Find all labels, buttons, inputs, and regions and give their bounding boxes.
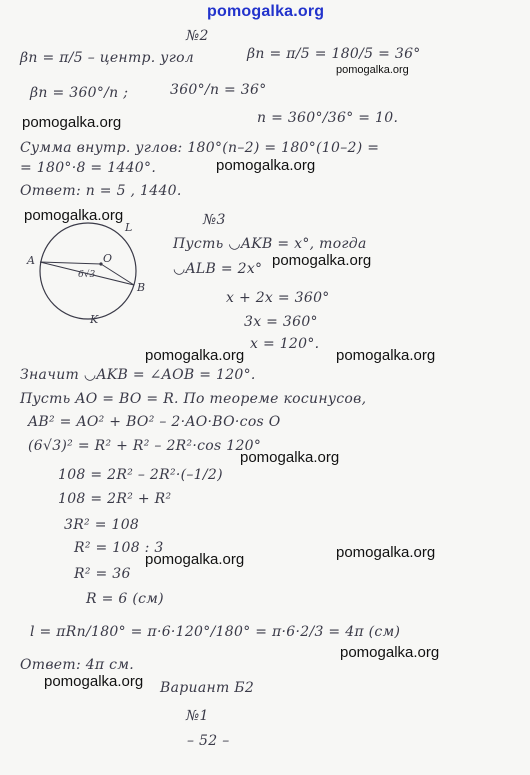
task2-line3: n = 360°/36° = 10.: [257, 110, 399, 126]
task3-line5: x = 120°.: [250, 336, 320, 352]
watermark: pomogalka.org: [22, 114, 122, 131]
watermark-top[interactable]: pomogalka.org: [207, 3, 325, 20]
solution-line3: AB² = AO² + BO² – 2·AO·BO·cos O: [28, 414, 281, 430]
task3-number: №3: [203, 212, 226, 228]
task2-answer: Ответ: n = 5 , 1440.: [20, 183, 182, 199]
solution-line5: 108 = 2R² – 2R²·(–1/2): [58, 467, 223, 483]
label-chord: 6√3: [78, 270, 96, 280]
solution-line4: (6√3)² = R² + R² – 2R²·cos 120°: [28, 438, 262, 454]
task2-line4: Сумма внутр. углов: 180°(n–2) = 180°(10–2) =: [20, 140, 380, 156]
label-l: L: [125, 221, 133, 234]
label-b: B: [137, 281, 146, 294]
task2-line5: = 180°·8 = 1440°.: [20, 160, 157, 176]
watermark: pomogalka.org: [24, 207, 124, 224]
watermark: pomogalka.org: [336, 544, 436, 561]
label-a: A: [27, 254, 35, 267]
solution-line11: l = πRn/180° = π·6·120°/180° = π·6·2/3 = 4π (см): [30, 624, 401, 640]
watermark: pomogalka.org: [336, 64, 409, 76]
task2-number: №2: [186, 28, 209, 44]
solution-line8: R² = 108 : 3: [74, 540, 164, 556]
watermark: pomogalka.org: [145, 551, 245, 568]
label-o: O: [103, 252, 113, 265]
solution-line9: R² = 36: [74, 566, 131, 582]
label-k: K: [90, 313, 99, 326]
solution-line10: R = 6 (см): [86, 591, 164, 607]
task2-line2b: 360°/n = 36°: [170, 82, 267, 98]
watermark: pomogalka.org: [145, 347, 245, 364]
watermark: pomogalka.org: [44, 673, 144, 690]
page-number: – 52 –: [187, 733, 230, 749]
solution-line6: 108 = 2R² + R²: [58, 491, 172, 507]
variant-number: №1: [186, 708, 209, 724]
solution-line2: Пусть AO = BO = R. По теореме косинусов,: [20, 391, 367, 407]
task3-line4: 3x = 360°: [244, 314, 318, 330]
radius-bo: [101, 264, 134, 285]
solution-line7: 3R² = 108: [64, 517, 140, 533]
task2-line1b: βn = π/5 = 180/5 = 36°: [247, 46, 421, 62]
watermark: pomogalka.org: [240, 449, 340, 466]
watermark: pomogalka.org: [216, 157, 316, 174]
solution-line1: Значит ◡AKB = ∠AOB = 120°.: [20, 367, 256, 383]
watermark: pomogalka.org: [340, 644, 440, 661]
task3-line3: x + 2x = 360°: [226, 290, 330, 306]
task3-line2: ◡ALB = 2x°: [173, 261, 263, 277]
task3-line1: Пусть ◡AKB = x°, тогда: [173, 236, 367, 252]
solution-answer: Ответ: 4π см.: [20, 657, 134, 673]
watermark: pomogalka.org: [272, 252, 372, 269]
task2-line2a: βn = 360°/n ;: [30, 85, 129, 101]
task2-line1a: βn = π/5 – центр. угол: [20, 50, 195, 66]
variant-label: Вариант Б2: [160, 680, 255, 696]
watermark: pomogalka.org: [336, 347, 436, 364]
